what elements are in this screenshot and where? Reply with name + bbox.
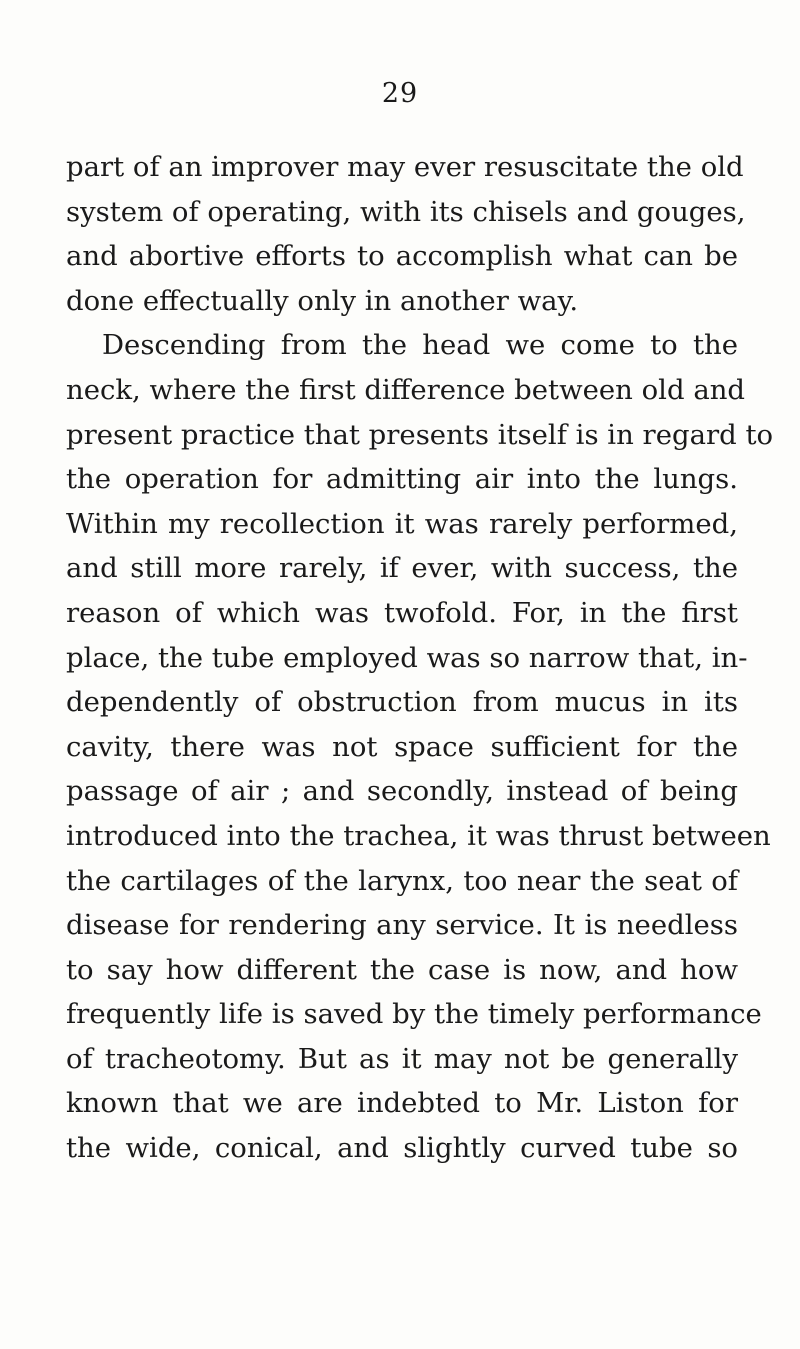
text-line: of tracheotomy. But as it may not be generally <box>66 1042 738 1075</box>
text-line: reason of which was twofold. For, in the first <box>66 596 738 629</box>
text-line: known that we are indebted to Mr. Liston for <box>66 1087 738 1120</box>
text-line: to say how different the case is now, and how <box>66 953 738 986</box>
text-line: place, the tube employed was so narrow that, in- <box>66 641 748 674</box>
text-line: frequently life is saved by the timely performance <box>66 998 762 1031</box>
text-line: Within my recollection it was rarely performed, <box>66 507 738 540</box>
text-line: and still more rarely, if ever, with success, the <box>66 552 738 585</box>
text-line: the cartilages of the larynx, too near the seat of <box>66 864 738 897</box>
text-line: dependently of obstruction from mucus in its <box>66 686 738 719</box>
text-line: present practice that presents itself is in regard to <box>66 418 774 451</box>
text-line: system of operating, with its chisels and gouges, <box>66 195 746 228</box>
text-line: cavity, there was not space sufficient for the <box>66 730 738 763</box>
text-line: neck, where the first difference between old and <box>66 373 746 406</box>
text-line: Descending from the head we come to the <box>102 329 738 362</box>
text-line: the wide, conical, and slightly curved tube so <box>66 1132 738 1165</box>
text-line: introduced into the trachea, it was thrust between <box>66 819 771 852</box>
body-text <box>66 145 774 1171</box>
text-line: the operation for admitting air into the lungs. <box>66 463 738 496</box>
text-line: passage of air ; and secondly, instead of being <box>66 775 738 808</box>
text-line: and abortive efforts to accomplish what can be <box>66 240 738 273</box>
text-line: part of an improver may ever resuscitate the old <box>66 151 744 183</box>
text-line: disease for rendering any service. It is needless <box>66 909 738 942</box>
text-line: done effectually only in another way. <box>66 284 579 317</box>
page-number: 29 <box>381 78 419 109</box>
